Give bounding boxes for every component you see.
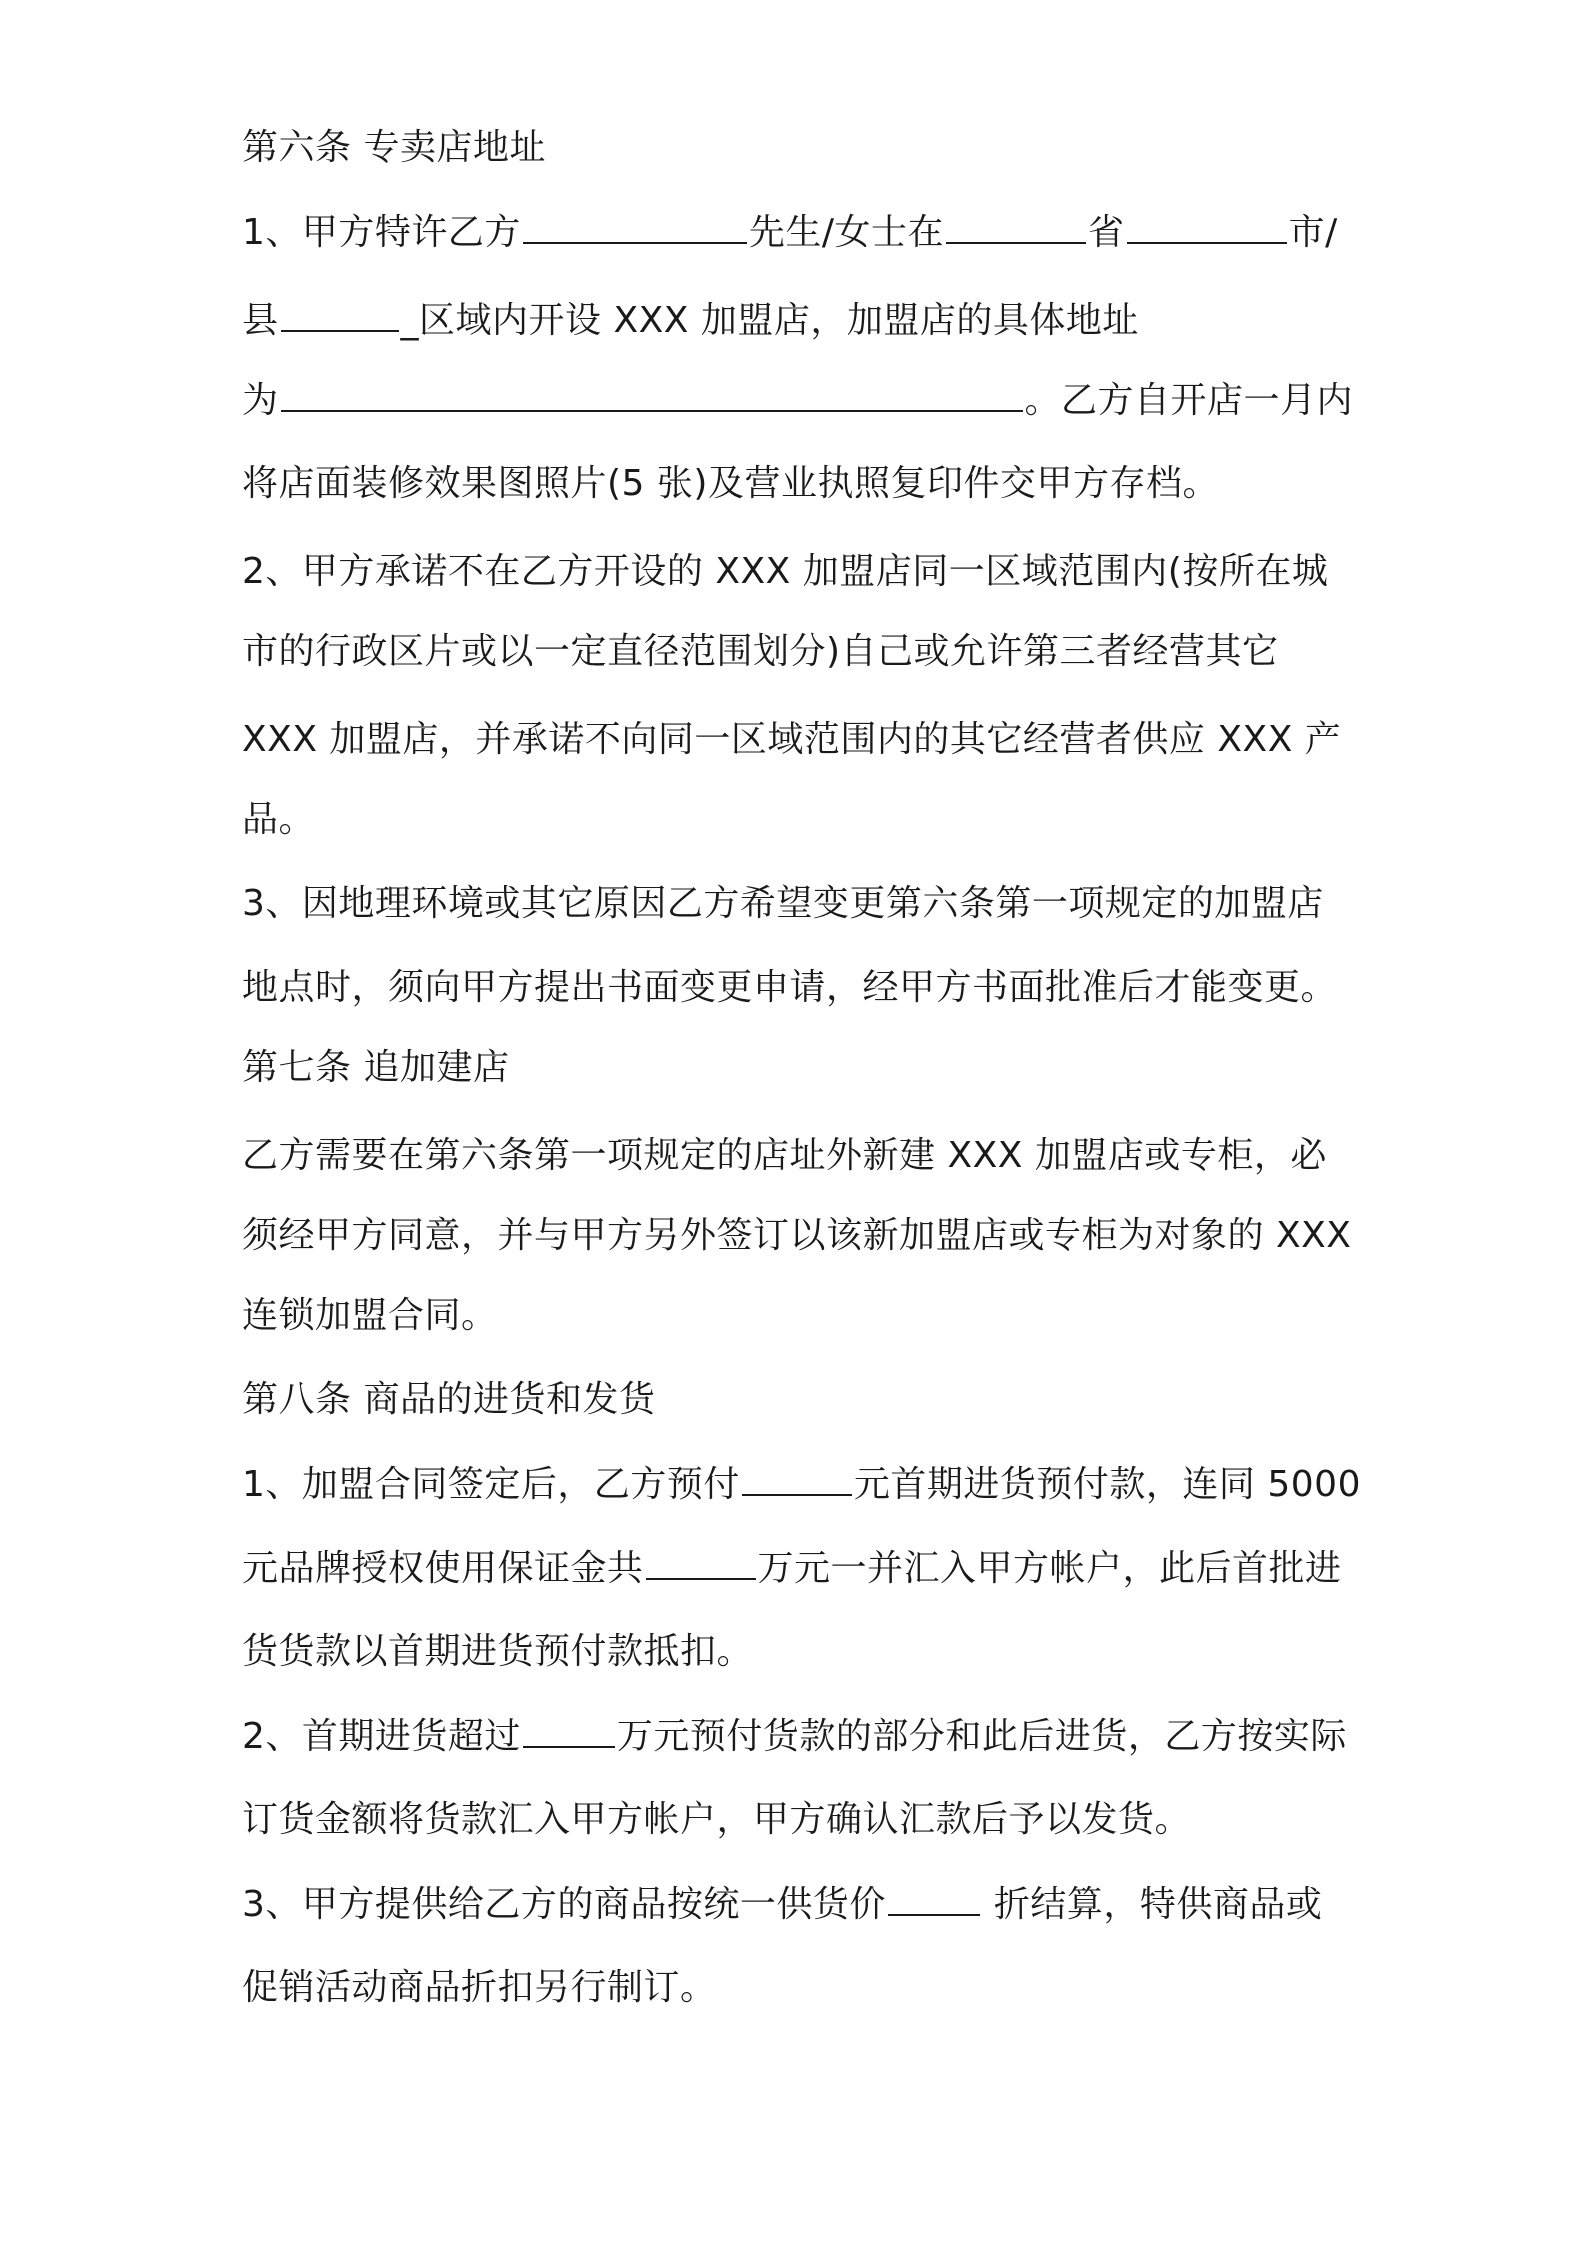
article-6-clause-3-line-2: 地点时，须向甲方提出书面变更申请，经甲方书面批准后才能变更。 [242,967,1338,1008]
article-8-clause-2-line-1: 2、首期进货超过 万元预付货款的部分和此后进货，乙方按实际 [242,1716,1347,1757]
article-8-heading: 第八条 商品的进货和发货 [242,1379,656,1420]
article-7-heading: 第七条 追加建店 [242,1047,510,1088]
province-blank[interactable] [946,210,1086,244]
article-8-clause-1-line-1: 1、加盟合同签定后，乙方预付 元首期进货预付款，连同 5000 [242,1464,1361,1505]
article-8-clause-1-line-2: 元品牌授权使用保证金共 万元一并汇入甲方帐户，此后首批进 [242,1548,1342,1589]
prepayment-blank[interactable] [742,1462,852,1496]
article-6-clause-1-line-1: 1、甲方特许乙方 先生/女士在 省 市/ [242,212,1338,253]
first-order-limit-blank[interactable] [523,1714,615,1748]
article-6-heading: 第六条 专卖店地址 [242,127,546,168]
total-amount-blank[interactable] [646,1546,756,1580]
address-blank[interactable] [281,378,1023,412]
article-6-clause-2-line-2: 市的行政区片或以一定直径范围划分)自己或允许第三者经营其它 [242,631,1279,672]
discount-blank[interactable] [888,1882,980,1916]
article-6-clause-2-line-3: XXX 加盟店，并承诺不向同一区域范围内的其它经营者供应 XXX 产 [242,719,1342,760]
article-7-line-1: 乙方需要在第六条第一项规定的店址外新建 XXX 加盟店或专柜，必 [242,1135,1327,1176]
county-blank[interactable] [281,298,399,332]
article-8-clause-1-line-3: 货货款以首期进货预付款抵扣。 [242,1631,754,1672]
article-6-clause-1-line-3: 为 。乙方自开店一月内 [242,380,1354,421]
article-7-line-3: 连锁加盟合同。 [242,1295,498,1336]
article-6-clause-3-line-1: 3、因地理环境或其它原因乙方希望变更第六条第一项规定的加盟店 [242,883,1324,924]
article-8-clause-2-line-2: 订货金额将货款汇入甲方帐户，甲方确认汇款后予以发货。 [242,1799,1192,1840]
article-6-clause-2-line-4: 品。 [242,799,316,840]
article-7-line-2: 须经甲方同意，并与甲方另外签订以该新加盟店或专柜为对象的 XXX [242,1215,1352,1256]
article-6-clause-1-line-2: 县 _区域内开设 XXX 加盟店，加盟店的具体地址 [242,300,1139,341]
article-8-clause-3-line-1: 3、甲方提供给乙方的商品按统一供货价 折结算，特供商品或 [242,1884,1323,1925]
city-blank[interactable] [1127,210,1287,244]
article-6-clause-1-line-4: 将店面装修效果图照片(5 张)及营业执照复印件交甲方存档。 [242,463,1219,504]
article-6-clause-2-line-1: 2、甲方承诺不在乙方开设的 XXX 加盟店同一区域范围内(按所在城 [242,551,1329,592]
article-8-clause-3-line-2: 促销活动商品折扣另行制订。 [242,1967,717,2008]
name-blank[interactable] [523,210,747,244]
